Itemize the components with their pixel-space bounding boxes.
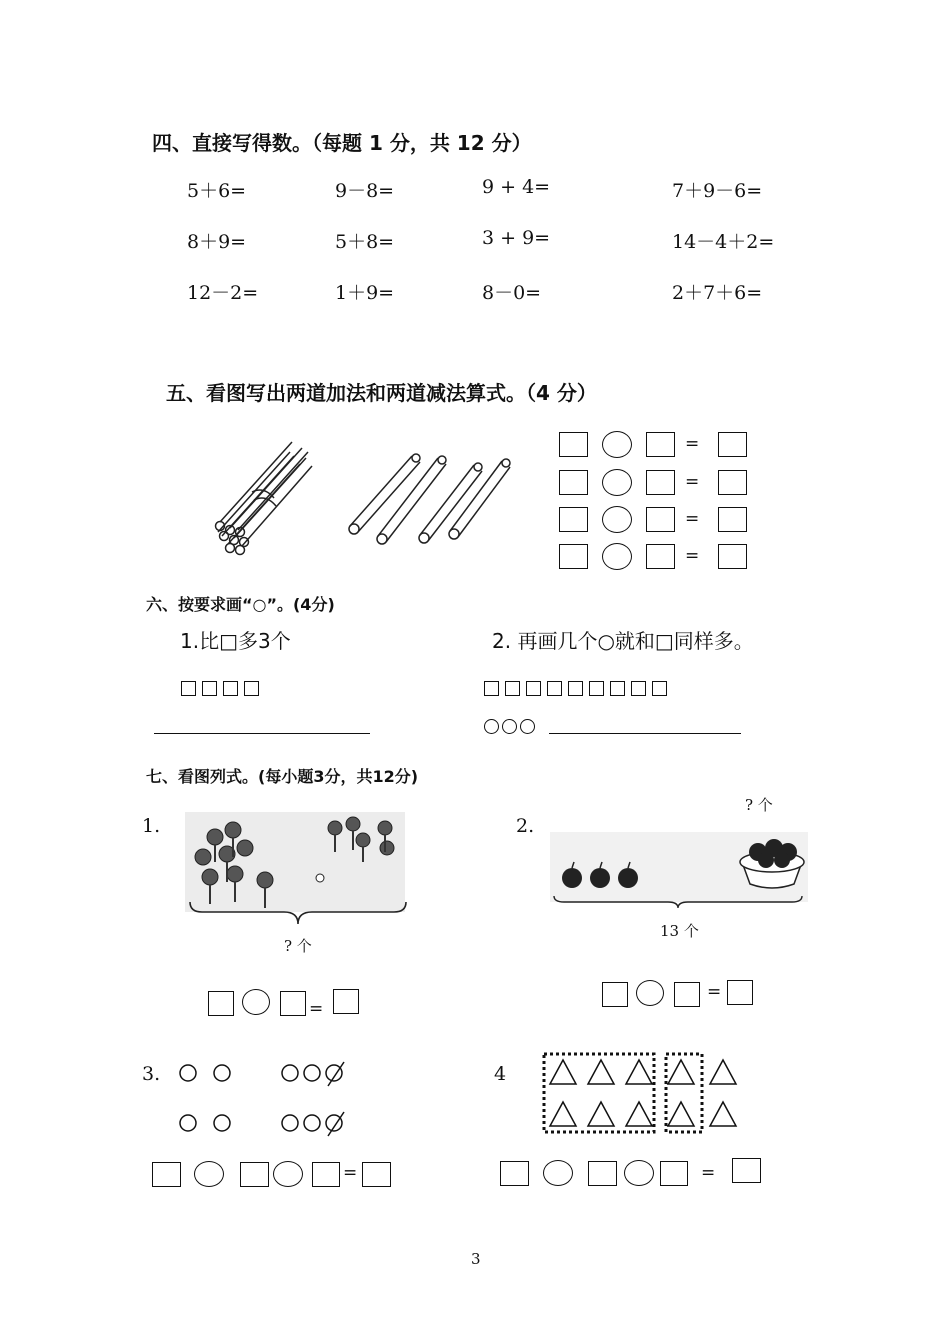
page-number: 3	[471, 1250, 481, 1268]
operator-oval[interactable]	[602, 506, 632, 533]
square-icon	[610, 681, 625, 696]
equals-sign: =	[685, 434, 700, 454]
q1-label: 1.比□多3个	[180, 629, 291, 653]
answer-box[interactable]	[674, 982, 700, 1007]
answer-box[interactable]	[602, 982, 628, 1007]
square-icon	[202, 681, 217, 696]
q1-squares	[181, 678, 265, 697]
arithmetic-item: 9 + 4=	[482, 176, 551, 198]
equals-sign: =	[685, 472, 700, 492]
q2-top-caption: ? 个	[745, 796, 773, 814]
arithmetic-item: 12－2=	[187, 282, 259, 304]
square-icon	[568, 681, 583, 696]
answer-box[interactable]	[646, 470, 675, 495]
answer-box[interactable]	[646, 544, 675, 569]
circle-icon	[484, 719, 499, 734]
section-6-title: 六、按要求画“○”。(4分)	[146, 595, 335, 614]
operator-oval[interactable]	[602, 543, 632, 570]
operator-oval[interactable]	[194, 1161, 224, 1187]
brace-icon	[188, 898, 410, 928]
square-icon	[505, 681, 520, 696]
answer-box[interactable]	[559, 432, 588, 457]
operator-oval[interactable]	[624, 1160, 654, 1186]
square-icon	[181, 681, 196, 696]
q2-label: 2. 再画几个○就和□同样多。	[492, 629, 754, 653]
equals-sign: =	[707, 982, 722, 1002]
answer-box[interactable]	[732, 1158, 761, 1183]
answer-box[interactable]	[559, 544, 588, 569]
arithmetic-item: 7＋9－6=	[672, 180, 763, 202]
answer-box[interactable]	[559, 507, 588, 532]
answer-box[interactable]	[718, 432, 747, 457]
square-icon	[652, 681, 667, 696]
arithmetic-item: 3 + 9=	[482, 227, 551, 249]
circles-crossed-icon	[176, 1060, 366, 1140]
answer-box[interactable]	[500, 1161, 529, 1186]
answer-box[interactable]	[718, 470, 747, 495]
arithmetic-item: 5＋8=	[335, 231, 395, 253]
answer-box[interactable]	[660, 1161, 688, 1186]
answer-box[interactable]	[333, 989, 359, 1014]
q1-number: 1.	[142, 815, 161, 837]
arithmetic-item: 5＋6=	[187, 180, 247, 202]
answer-box[interactable]	[646, 432, 675, 457]
answer-box[interactable]	[240, 1162, 269, 1187]
q2-number: 2.	[516, 815, 535, 837]
q4-number: 4	[494, 1063, 507, 1085]
q1-answer-line[interactable]	[154, 733, 370, 734]
fruit-basket-icon	[550, 822, 808, 912]
q3-number: 3.	[142, 1063, 161, 1085]
answer-box[interactable]	[280, 991, 306, 1016]
answer-box[interactable]	[559, 470, 588, 495]
section-5-title: 五、看图写出两道加法和两道减法算式。（4 分）	[166, 381, 597, 405]
answer-box[interactable]	[152, 1162, 181, 1187]
square-icon	[631, 681, 646, 696]
arithmetic-item: 1＋9=	[335, 282, 395, 304]
answer-box[interactable]	[312, 1162, 340, 1187]
square-icon	[547, 681, 562, 696]
operator-oval[interactable]	[273, 1161, 303, 1187]
operator-oval[interactable]	[602, 431, 632, 458]
answer-box[interactable]	[646, 507, 675, 532]
operator-oval[interactable]	[242, 989, 270, 1015]
operator-oval[interactable]	[602, 469, 632, 496]
equals-sign: =	[343, 1163, 358, 1183]
answer-box[interactable]	[718, 507, 747, 532]
arithmetic-item: 9－8=	[335, 180, 395, 202]
circle-icon	[520, 719, 535, 734]
section-7-title: 七、看图列式。(每小题3分，共12分)	[146, 767, 419, 786]
stick-loose-icon	[410, 445, 520, 545]
section-4-title: 四、直接写得数。（每题 1 分，共 12 分）	[152, 131, 532, 155]
arithmetic-item: 14－4＋2=	[672, 231, 775, 253]
arithmetic-item: 8＋9=	[187, 231, 247, 253]
square-icon	[526, 681, 541, 696]
answer-box[interactable]	[727, 980, 753, 1005]
square-icon	[223, 681, 238, 696]
answer-box[interactable]	[588, 1161, 617, 1186]
answer-box[interactable]	[208, 991, 234, 1016]
q2-bottom-caption: 13 个	[660, 922, 699, 940]
equals-sign: =	[309, 999, 324, 1019]
square-icon	[589, 681, 604, 696]
square-icon	[484, 681, 499, 696]
operator-oval[interactable]	[636, 980, 664, 1006]
square-icon	[244, 681, 259, 696]
circle-icon	[502, 719, 517, 734]
q2-circles	[484, 716, 538, 735]
equals-sign: =	[701, 1163, 716, 1183]
answer-box[interactable]	[718, 544, 747, 569]
q1-caption: ? 个	[284, 937, 312, 955]
equals-sign: =	[685, 546, 700, 566]
operator-oval[interactable]	[543, 1160, 573, 1186]
arithmetic-item: 8－0=	[482, 282, 542, 304]
triangles-grouped-icon	[540, 1050, 750, 1136]
answer-box[interactable]	[362, 1162, 391, 1187]
arithmetic-item: 2＋7＋6=	[672, 282, 763, 304]
q2-squares	[484, 678, 673, 697]
equals-sign: =	[685, 509, 700, 529]
q2-answer-line[interactable]	[549, 733, 741, 734]
